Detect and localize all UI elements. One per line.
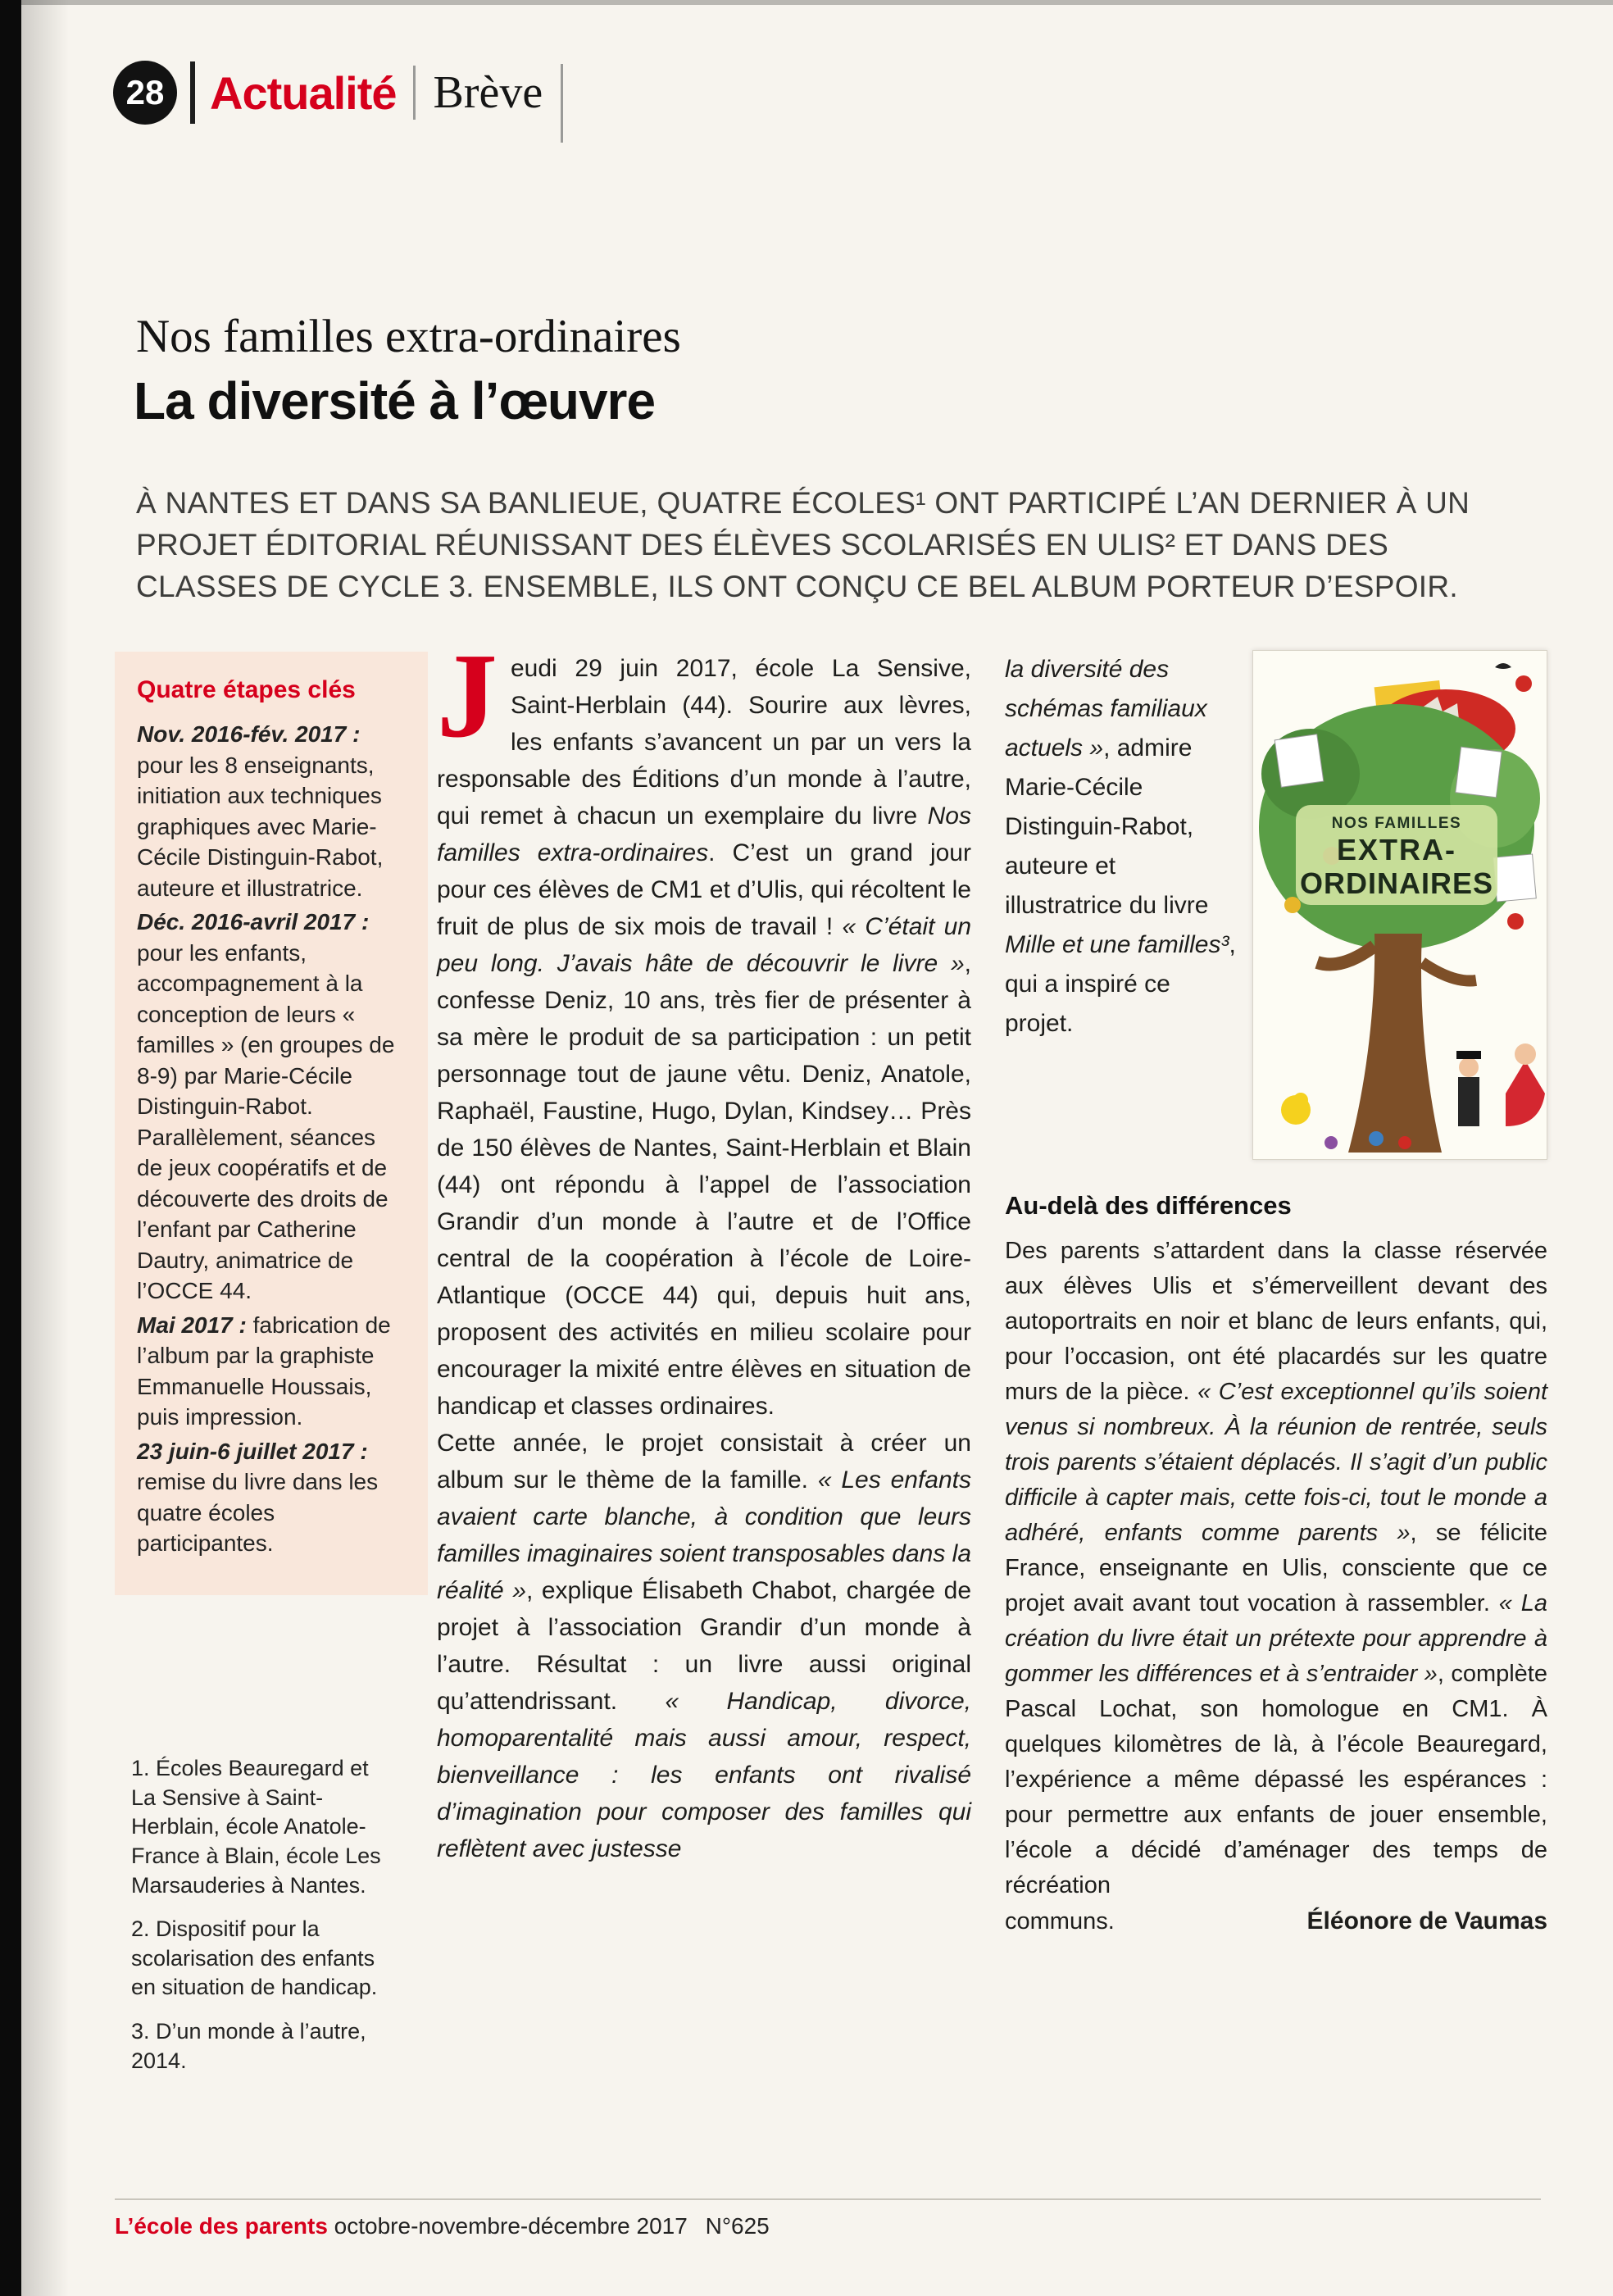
drop-cap: J <box>437 629 498 763</box>
sidebar-entry: Nov. 2016-fév. 2017 : pour les 8 enseignants, initiation aux techniques graphiques avec Marie-Cécile Distinguin-Rabot, auteure et illustratrice. <box>137 721 384 901</box>
header-divider <box>413 66 416 120</box>
cover-heart <box>1515 675 1532 692</box>
scan-edge-left <box>0 0 21 2296</box>
sidebar-title: Quatre étapes clés <box>137 676 356 703</box>
sidebar-entry: 23 juin-6 juillet 2017 : remise du livre dans les quatre écoles participantes. <box>137 1438 379 1557</box>
right-column-top <box>1005 650 1547 1160</box>
cover-title-line1: NOS FAMILLES <box>1331 815 1462 832</box>
sidebar-entry: Mai 2017 : fabrication de l’album par la graphiste Emmanuelle Houssais, puis impression. <box>137 1312 391 1430</box>
footnote-2: 2. Dispositif pour la scolarisation des enfants en situation de handicap. <box>131 1916 378 2000</box>
page-footer <box>115 2213 770 2239</box>
book-cover-image <box>1252 650 1547 1160</box>
cover-hat <box>1456 1051 1481 1059</box>
scan-shadow <box>21 0 69 2296</box>
article-paragraph: Des parents s’attardent dans la classe réservée aux élèves Ulis et s’émerveillent devant des autoportraits en noir et blanc de leurs enfants, qui, pour l’occasion, ont été placardés sur les quatre murs de la pièce. « C’est exceptionnel qu’ils soient venus si nombreux. À la réunion de rentrée, seuls trois parents s’étaient déplacés. Il s’agit d’un public difficile à capter mais, cette fois-ci, tout le monde a adhéré, enfants comme parents », se félicite France, enseignante en Ulis, consciente que ce projet avait avant tout vocation à rassembler. « La création du livre était un prétexte pour apprendre à gommer les différences et à s’entraider », complète Pascal Lochat, son homologue en CM1. À quelques kilomètres de là, à l’école Beauregard, l’expérience a même dépassé les espérances : pour permettre aux enfants de jouer ensemble, l’école a décidé d’aménager des temps de récréation <box>1005 1238 1547 1898</box>
cover-figure-head <box>1459 1057 1479 1077</box>
footnotes <box>131 1754 387 2090</box>
cover-title-line3: ORDINAIRES <box>1299 866 1494 900</box>
section-label: Actualité <box>210 66 397 119</box>
issue-date: octobre-novembre-décembre 2017 <box>334 2213 688 2239</box>
header-divider <box>190 61 195 124</box>
section-subhead: Au-delà des différences <box>1005 1191 1292 1220</box>
footnote-1: 1. Écoles Beauregard et La Sensive à Saint-Herblain, école Anatole-France à Blain, école Les Marsauderies à Nantes. <box>131 1756 381 1898</box>
sidebar-box <box>115 652 428 1595</box>
magazine-name: L’école des parents <box>115 2213 328 2239</box>
page-number: 28 <box>125 73 165 111</box>
cover-photo <box>1274 734 1324 788</box>
article-column-right <box>1005 650 1547 1939</box>
sidebar-entry: Déc. 2016-avril 2017 : pour les enfants, accompagnement à la conception de leurs « familles » (en groupes de 8-9) par Marie-Cécile Distinguin-Rabot. Parallèlement, séances de jeux coopératifs et de découverte des droits de l’enfant par Catherine Dautry, animatrice de l’OCCE 44. <box>137 909 395 1304</box>
cover-chick-head <box>1293 1093 1308 1107</box>
cover-title-line2: EXTRA- <box>1337 833 1456 866</box>
cover-bride-head <box>1515 1043 1536 1065</box>
author-signature: Éléonore de Vaumas <box>1306 1907 1547 1935</box>
article-title: La diversité à l’œuvre <box>134 371 656 430</box>
final-word: communs. <box>1005 1908 1115 1935</box>
article-paragraph <box>437 629 972 1425</box>
header-divider <box>561 64 563 143</box>
paragraph-text: eudi 29 juin 2017, école La Sensive, Saint-Herblain (44). Sourire aux lèvres, les enfants s’avancent un par un vers la responsable des Éditions d’un monde à l’autre, qui remet à chacun un exemplaire du livre Nos familles extra-ordinaires. C’est un grand jour pour ces élèves de CM1 et d’Ulis, qui récoltent le fruit de plus de six mois de travail ! « C’était un peu long. J’avais hâte de découvrir le livre », confesse Deniz, 10 ans, très fier de présenter à sa mère le produit de sa participation : un petit personnage tout de jaune vêtu. Deniz, Anatole, Raphaël, Faustine, Hugo, Dylan, Kindsey… Près de 150 élèves de Nantes, Saint-Herblain et Blain (44) ont répondu à l’appel de l’association Grandir d’un monde à l’autre et de l’Office central de la coopération à l’école de Loire-Atlantique (OCCE 44) qui, depuis huit ans, proposent des activités en milieu scolaire pour encourager la mixité entre élèves en situation de handicap et classes ordinaires. <box>437 655 972 1420</box>
cover-dot <box>1369 1131 1384 1146</box>
article-column-middle <box>437 629 972 1867</box>
cover-apple <box>1507 913 1524 930</box>
scan-edge-top <box>0 0 1613 5</box>
cover-dot <box>1398 1136 1411 1149</box>
cover-dot <box>1324 1136 1338 1149</box>
cover-figure-black <box>1458 1077 1479 1126</box>
cover-photo <box>1493 854 1537 902</box>
rubric-label: Brève <box>433 67 543 118</box>
article-standfirst: À NANTES ET DANS SA BANLIEUE, QUATRE ÉCOLES¹ ONT PARTICIPÉ L’AN DERNIER À UN PROJET ÉDITORIAL RÉUNISSANT DES ÉLÈVES SCOLARISÉS EN ULIS² ET DANS DES CLASSES DE CYCLE 3. ENSEMBLE, ILS ONT CONÇU CE BEL ALBUM PORTEUR D’ESPOIR. <box>136 486 1470 604</box>
page-header <box>113 43 563 143</box>
article-paragraph: Cette année, le projet consistait à créer un album sur le thème de la famille. « Les enfants avaient carte blanche, à condition que leurs familles imaginaires soient transposables dans la réalité », explique Élisabeth Chabot, chargée de projet à l’association Grandir d’un monde à l’autre. Résultat : un livre aussi original qu’attendrissant. « Handicap, divorce, homoparentalité mais aussi amour, respect, bienveillance : les enfants ont rivalisé d’imagination pour composer des familles qui reflètent avec justesse <box>437 1430 972 1862</box>
cover-photo <box>1456 747 1502 798</box>
final-line <box>1005 1903 1547 1939</box>
cover-apple <box>1284 897 1301 913</box>
article-paragraph: la diversité des schémas familiaux actuels », admire Marie-Cécile Distinguin-Rabot, auteure et illustratrice du livre Mille et une familles³, qui a inspiré ce projet. <box>1005 656 1236 1037</box>
page-number-badge <box>113 61 177 125</box>
footer-rule <box>115 2198 1541 2200</box>
footnote-3: 3. D’un monde à l’autre, 2014. <box>131 2019 366 2073</box>
article-kicker: Nos familles extra-ordinaires <box>136 311 681 362</box>
issue-number: N°625 <box>705 2213 770 2239</box>
